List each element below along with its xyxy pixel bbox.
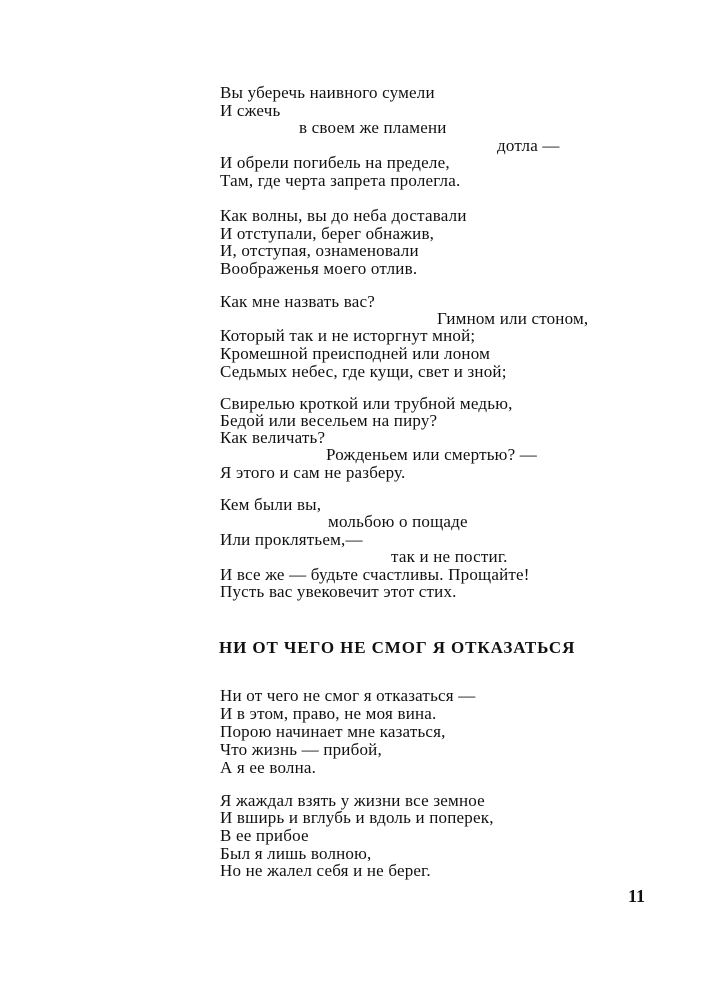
poem-line: Я этого и сам не разберу. [220,463,406,482]
poem-line: Порою начинает мне казаться, [220,722,446,741]
poem-line: Был я лишь волною, [220,844,372,863]
poem-line: Пусть вас увековечит этот стих. [220,582,457,601]
page-number: 11 [628,886,646,906]
poem-line: Вы уберечь наивного сумели [220,83,435,102]
poem-line: Ни от чего не смог я отказаться — [220,686,476,705]
poem-line: А я ее волна. [220,758,317,777]
poem-line: Как волны, вы до неба доставали [220,206,467,225]
poem-line: И, отступая, ознаменовали [220,241,419,260]
poem-line: И в этом, право, не моя вина. [220,704,437,723]
poem-line: Седьмых небес, где кущи, свет и зной; [220,362,507,381]
poem-line: мольбою о пощаде [328,512,468,531]
poem-line: И все же — будьте счастливы. Прощайте! [220,565,530,584]
poem-line: В ее прибое [220,826,309,845]
poem-line: И вширь и вглубь и вдоль и поперек, [220,808,494,827]
poem-line: Гимном или стоном, [437,309,589,328]
poem-line: Но не жалел себя и не берег. [220,861,431,880]
poem-line: Как мне назвать вас? [220,292,375,311]
poem-line: в своем же пламени [299,118,447,137]
poem-line: дотла — [497,136,560,155]
poem-line: И сжечь [220,101,281,120]
poem-line: Что жизнь — прибой, [220,740,382,759]
poem-line: Воображенья моего отлив. [220,259,418,278]
poem-line: Я жаждал взять у жизни все земное [220,791,485,810]
poem-line: Бедой или весельем на пиру? [220,411,438,430]
poem-line: Кем были вы, [220,495,322,514]
poem-line: так и не постиг. [391,547,508,566]
poem-line: И отступали, берег обнажив, [220,224,435,243]
poem-line: Как величать? [220,428,326,447]
poem-line: Рожденьем или смертью? — [326,445,537,464]
poem-line: Кромешной преисподней или лоном [220,344,491,363]
poem-line: Свирелью кроткой или трубной медью, [220,394,513,413]
poem-line: И обрели погибель на пределе, [220,153,450,172]
poem-line: Или проклятьем,— [220,530,363,549]
poem-title: НИ ОТ ЧЕГО НЕ СМОГ Я ОТКАЗАТЬСЯ [219,638,576,657]
poem-line: Там, где черта запрета пролегла. [220,171,461,190]
poem-line: Который так и не исторгнут мной; [220,326,476,345]
